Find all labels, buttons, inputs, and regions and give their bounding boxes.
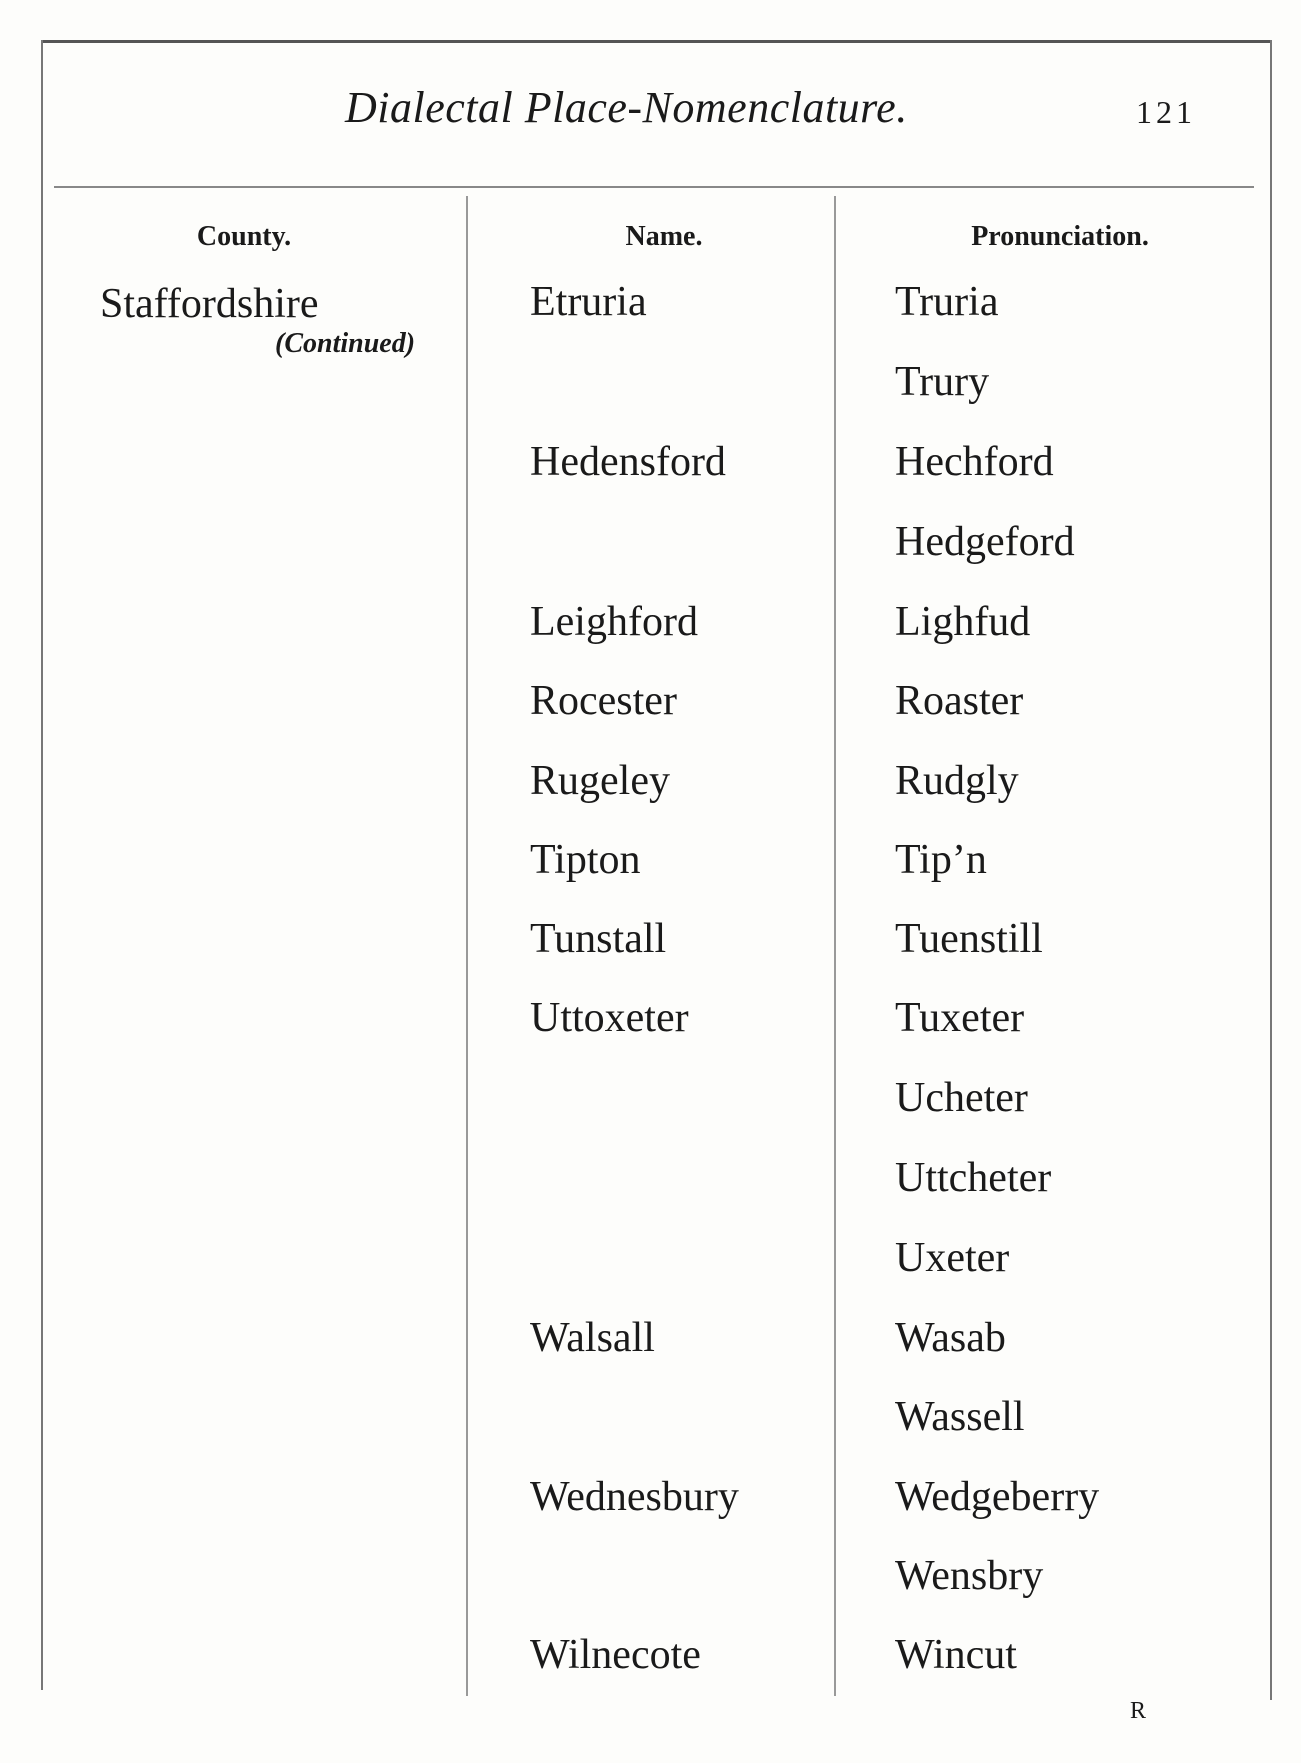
pronunciation-cell: Wedgeberry xyxy=(895,1474,1100,1520)
pronunciation-cell: Rudgly xyxy=(895,758,1019,804)
name-cell: Wilnecote xyxy=(530,1632,701,1678)
name-cell: Tipton xyxy=(530,837,641,883)
pronunciation-cell: Uxeter xyxy=(895,1235,1010,1281)
name-cell: Uttoxeter xyxy=(530,995,689,1041)
name-cell: Rocester xyxy=(530,678,677,724)
header-rule xyxy=(54,186,1254,188)
column-header-county: County. xyxy=(196,221,292,252)
frame-top-rule xyxy=(41,40,1272,43)
pronunciation-cell: Ucheter xyxy=(895,1075,1028,1121)
pronunciation-cell: Hechford xyxy=(895,439,1054,485)
pronunciation-cell: Roaster xyxy=(895,678,1024,724)
name-cell: Walsall xyxy=(530,1315,655,1361)
page-number: 121 xyxy=(1136,94,1196,130)
frame-right-rule xyxy=(1270,40,1272,1700)
column-divider-county-name xyxy=(466,196,468,1696)
name-cell: Leighford xyxy=(530,599,698,645)
name-cell: Wednesbury xyxy=(530,1474,739,1520)
pronunciation-cell: Tuxeter xyxy=(895,995,1025,1041)
frame-left-rule xyxy=(41,40,43,1690)
pronunciation-cell: Truria xyxy=(895,279,999,325)
name-cell: Rugeley xyxy=(530,758,670,804)
column-header-pronunciation: Pronunciation. xyxy=(971,221,1149,252)
pronunciation-cell: Wasab xyxy=(895,1315,1006,1361)
pronunciation-cell: Tip’n xyxy=(895,837,987,883)
pronunciation-cell: Wensbry xyxy=(895,1553,1044,1599)
name-cell: Tunstall xyxy=(530,916,667,962)
name-cell: Hedensford xyxy=(530,439,726,485)
name-cell: Etruria xyxy=(530,279,647,325)
pronunciation-cell: Trury xyxy=(895,359,990,405)
pronunciation-cell: Uttcheter xyxy=(895,1155,1052,1201)
running-title: Dialectal Place-Nomenclature. xyxy=(345,83,908,132)
pronunciation-cell: Lighfud xyxy=(895,599,1031,645)
signature-mark: R xyxy=(1130,1698,1147,1724)
column-divider-name-pronunciation xyxy=(834,196,836,1696)
pronunciation-cell: Wincut xyxy=(895,1632,1017,1678)
county-cell: Staffordshire xyxy=(100,281,319,327)
column-header-name: Name. xyxy=(625,221,703,252)
pronunciation-cell: Tuenstill xyxy=(895,916,1043,962)
pronunciation-cell: Hedgeford xyxy=(895,519,1075,565)
county-continued-note: (Continued) xyxy=(275,328,416,359)
pronunciation-cell: Wassell xyxy=(895,1394,1025,1440)
